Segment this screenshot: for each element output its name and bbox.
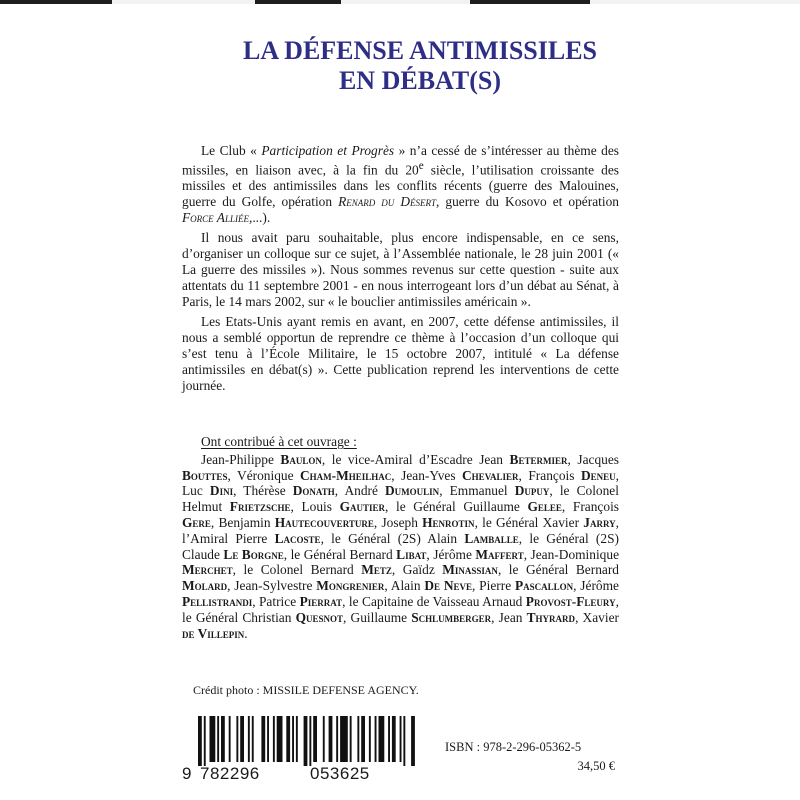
barcode-bars [182,716,427,766]
barcode-bar [277,716,283,762]
contributor-surname: Libat [396,546,427,562]
barcode-digit-group-2: 053625 [310,764,370,783]
top-edge [0,0,800,4]
contributor-text: , le Général Bernard [497,562,619,578]
barcode [182,716,427,782]
barcode-bar [198,716,202,766]
barcode-bar [304,716,308,766]
contributor-surname: Gere [182,514,211,530]
contributor-surname: Minassian [442,562,498,578]
contributor-text: , Jean-Dominique [523,546,620,562]
contributor-surname: Dini [209,483,234,499]
barcode-bar [240,716,244,762]
contributor-text: , Thérèse [233,483,293,499]
contributor-surname: Bouttes [182,467,228,483]
barcode-bar [229,716,231,762]
barcode-bar [267,716,269,762]
contributor-surname: Jarry [583,514,616,530]
barcode-bar [217,716,219,762]
contributor-text: , Jean [491,609,527,625]
barcode-bar [375,716,377,762]
contributor-surname: Pellistrandi [182,593,253,609]
contributor-surname: Mongrenier [316,578,385,594]
contributor-text: , le Général Xavier [474,514,584,530]
contributor-text: , Xavier [575,609,619,625]
contributor-text: , Pierre [472,578,515,594]
contributor-surname: Frietzsche [229,499,291,515]
contributor-surname: De Neve [424,578,473,594]
book-title [200,36,640,96]
contributor-surname: Dumoulin [385,483,440,499]
barcode-lead-digit: 9 [182,764,192,783]
contributor-text: , Jean-Sylvestre [227,578,317,594]
blurb-paragraph-2: Il nous avait paru souhaitable, plus encore indispensable, en ce sens, d’organiser un colloque sur ce sujet, à l’Assemblée nationale, le 28 juin 2001 (« La guerre des missiles »). Nous sommes revenus sur cette question - suite aux attentats du 11 septembre 2001 - en nous interrogeant lors d’un débat au Sénat, à Paris, le 14 mars 2002, sur « le bouclier antimissiles américain ». [182,230,619,309]
contributor-surname: Hautecouverture [274,514,374,530]
contributor-surname: Deneu [580,467,616,483]
contributor-text: , le vice-Amiral d’Escadre Jean [321,451,510,467]
barcode-bar [236,716,238,762]
contributor-surname: Cham-Mheilhac [300,467,392,483]
barcode-bar [252,716,254,762]
contributor-text: , Louis [290,499,340,515]
barcode-bar [369,716,371,762]
contributor-text: , François [518,467,581,483]
barcode-bar [392,716,396,762]
contributor-text: , Jérôme [426,546,476,562]
contributor-text: , l’Amiral Pierre [182,514,619,546]
contributors-heading: Ont contribué à cet ouvrage : [201,434,357,449]
contributor-text: , André [334,483,386,499]
contributor-surname: Baulon [280,451,322,467]
book-title-line-2: EN DÉBAT(S) [338,66,502,95]
barcode-bar [221,716,225,762]
contributor-surname: Lamballe [464,530,519,546]
contributor-surname: Merchet [182,562,233,578]
photo-credit: Crédit photo : MISSILE DEFENSE AGENCY. [193,683,419,697]
contributor-surname: Schlumberger [411,609,492,625]
barcode-bar [336,716,338,762]
contributor-surname: Lacoste [274,530,321,546]
operation-name: Force Alliée [182,209,249,225]
superscript: e [418,159,424,172]
barcode-bar [248,716,250,762]
top-edge-mark [470,0,590,4]
contributor-surname: Metz [361,562,392,578]
contributors-list [182,452,619,642]
barcode-bar [204,716,206,766]
blurb-text: , guerre du Kosovo et opération [436,193,619,209]
blurb-text: siècle, l’utilisation croissante des missiles et des antimissiles dans les conflits récents (guerre des Malouines, guerre du Golfe, opération [182,162,620,209]
contributor-text: , Emmanuel [439,483,515,499]
contributor-text: . [244,625,248,641]
contributor-text: , Jean-Yves [391,467,463,483]
contributor-surname: Dupuy [514,483,550,499]
contributor-text: , Benjamin [210,514,275,530]
contributor-surname: Gelee [527,499,562,515]
barcode-bar [323,716,325,762]
isbn: ISBN : 978-2-296-05362-5 [445,740,582,754]
contributor-text: , Gaïdz [391,562,443,578]
contributor-text: , Joseph [373,514,423,530]
barcode-bar [357,716,359,762]
contributor-text: , le Général Christian [182,593,619,625]
contributor-surname: Molard [182,578,228,594]
contributor-surname: Pascallon [514,578,574,594]
contributor-text: , Patrice [252,593,300,609]
blurb-text: Le Club « [201,143,262,158]
contributor-surname: Maffert [475,546,524,562]
book-title-line-1: LA DÉFENSE ANTIMISSILES [242,36,598,65]
price: 34,50 € [577,759,615,773]
contributor-surname: Henrotin [422,514,475,530]
barcode-bar [329,716,333,762]
club-name: Participation et Progrès [261,143,395,158]
contributor-text: , François [561,499,619,515]
contributor-surname: de Villepin [182,625,245,641]
barcode-bar [313,716,317,762]
barcode-bar [286,716,290,762]
barcode-bar [296,716,298,762]
contributor-text: , le Général (2S) Alain [320,530,465,546]
blurb-text: ,...). [248,209,271,225]
contributor-surname: Thyrard [526,609,576,625]
operation-name: Renard du Désert [338,193,437,209]
barcode-bar [309,716,311,766]
contributor-surname: Quesnot [295,609,344,625]
contributor-text: , Jacques [567,451,620,467]
blurb-paragraph-1 [182,143,619,225]
blurb-text: » n’a cessé de s’intéresser au thème des missiles, en liaison avec, à la fin du 20 [182,143,619,178]
contributor-surname: Betermier [509,451,568,467]
contributor-text: , Guillaume [343,609,412,625]
barcode-bar [400,716,402,762]
barcode-bar [273,716,275,762]
top-edge-mark [255,0,341,4]
contributor-surname: Provost-Fleury [525,593,616,609]
contributor-text: , le Général Bernard [283,546,397,562]
contributor-text: , Véronique [227,467,301,483]
contributor-text: , Jérôme [573,578,619,594]
top-edge-mark [0,0,112,4]
barcode-bar [388,716,390,762]
barcode-bar [403,716,405,766]
contributor-surname: Pierrat [299,593,343,609]
contributor-surname: Le Borgne [223,546,284,562]
barcode-bar [210,716,216,762]
barcode-bar [411,716,415,766]
barcode-bar [292,716,294,762]
barcode-bar [350,716,352,762]
contributor-text: Jean-Philippe [201,451,281,467]
contributor-surname: Chevalier [462,467,519,483]
contributor-text: , le Général Guillaume [385,499,528,515]
contributor-text: , Luc [182,467,619,499]
blurb-paragraph-3: Les Etats-Unis ayant remis en avant, en 2007, cette défense antimissiles, il nous a semblé opportun de reprendre ce thème à l’occasion d’un colloque qui s’est tenu à l’École Militaire, le 15 octobre 2007, intitulé « La défense antimissiles en débat(s) ». Cette publication reprend les interventions de cette journée. [182,314,619,393]
contributor-text: , le Colonel Helmut [182,483,619,515]
barcode-bar [379,716,385,762]
blurb [182,143,619,398]
contributor-text: , Alain [384,578,425,594]
barcode-digit-group-1: 782296 [200,764,260,783]
contributor-surname: Gautier [339,499,386,515]
barcode-bar [261,716,265,762]
contributor-surname: Donath [292,483,335,499]
contributor-text: , le Général (2S) Claude [182,530,619,562]
contributors-section [182,434,619,641]
barcode-bar [361,716,365,762]
barcode-bar [340,716,348,762]
contributor-text: , le Capitaine de Vaisseau Arnaud [342,593,526,609]
contributor-text: , le Colonel Bernard [232,562,362,578]
